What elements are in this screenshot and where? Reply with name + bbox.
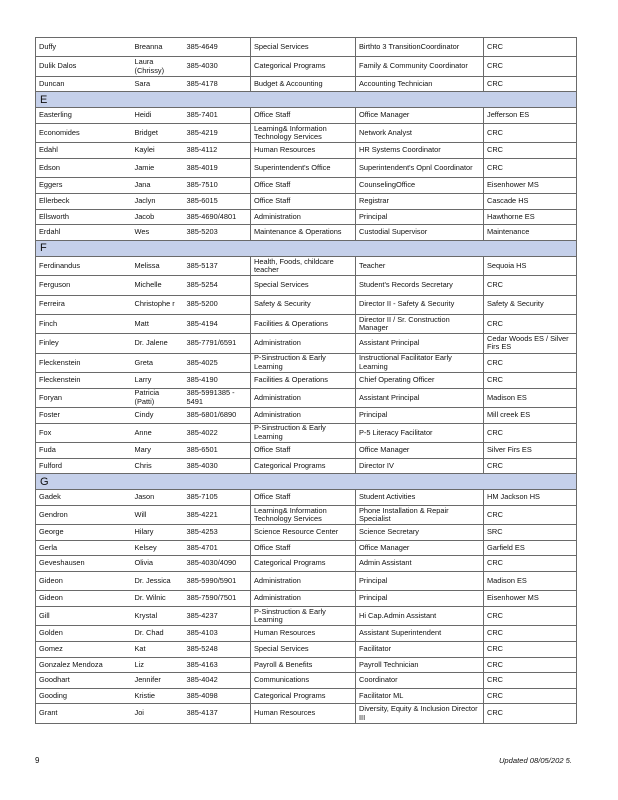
job-title-cell: Custodial Supervisor [356, 225, 484, 241]
staff-row [36, 571, 577, 590]
department-cell: P-Sinstruction & Early Learning [251, 423, 356, 442]
location-cell: CRC [484, 143, 577, 159]
job-title-cell: Admin Assistant [356, 556, 484, 572]
department-cell: Learning& Information Technology Services [251, 123, 356, 142]
job-title-cell: Principal [356, 209, 484, 225]
department-cell: Special Services [251, 38, 356, 57]
section-letter: F [36, 240, 577, 256]
department-cell: Categorical Programs [251, 458, 356, 474]
job-title-cell: Diversity, Equity & Inclusion Director III [356, 704, 484, 723]
department-cell: Administration [251, 408, 356, 424]
first-name-cell: Breanna [132, 38, 184, 57]
job-title-cell: Office Manager [356, 108, 484, 124]
job-title-cell: Facilitator ML [356, 688, 484, 704]
first-name-cell: Dr. Chad [132, 626, 184, 642]
department-cell: P-Sinstruction & Early Learning [251, 353, 356, 372]
last-name-cell: Edahl [36, 143, 132, 159]
first-name-cell: Krystal [132, 606, 184, 625]
phone-cell: 385-4025 [184, 353, 251, 372]
last-name-cell: Edson [36, 158, 132, 177]
first-name-cell: Jana [132, 178, 184, 194]
department-cell: Office Staff [251, 108, 356, 124]
location-cell: Sequoia HS [484, 256, 577, 275]
job-title-cell: HR Systems Coordinator [356, 143, 484, 159]
job-title-cell: Office Manager [356, 443, 484, 459]
phone-cell: 385-4178 [184, 76, 251, 92]
job-title-cell: Director IV [356, 458, 484, 474]
first-name-cell: Dr. Jessica [132, 571, 184, 590]
department-cell: Budget & Accounting [251, 76, 356, 92]
department-cell: Special Services [251, 641, 356, 657]
last-name-cell: Gomez [36, 641, 132, 657]
department-cell: Learning& Information Technology Services [251, 505, 356, 524]
department-cell: Health, Foods, childcare teacher [251, 256, 356, 275]
department-cell: Office Staff [251, 178, 356, 194]
location-cell: CRC [484, 276, 577, 295]
last-name-cell: Eggers [36, 178, 132, 194]
staff-row [36, 178, 577, 194]
first-name-cell: Matt [132, 314, 184, 333]
staff-row [36, 591, 577, 607]
location-cell: Garfield ES [484, 540, 577, 556]
first-name-cell: Mary [132, 443, 184, 459]
department-cell: Office Staff [251, 540, 356, 556]
location-cell: CRC [484, 314, 577, 333]
department-cell: Administration [251, 334, 356, 353]
phone-cell: 385-5137 [184, 256, 251, 275]
department-cell: Administration [251, 571, 356, 590]
phone-cell: 385-7401 [184, 108, 251, 124]
phone-cell: 385-5200 [184, 295, 251, 314]
first-name-cell: Jamie [132, 158, 184, 177]
job-title-cell: Teacher [356, 256, 484, 275]
phone-cell: 385-7105 [184, 490, 251, 506]
first-name-cell: Liz [132, 657, 184, 673]
phone-cell: 385-5990/5901 [184, 571, 251, 590]
phone-cell: 385-5991385 - 5491 [184, 388, 251, 407]
location-cell: CRC [484, 38, 577, 57]
location-cell: Safety & Security [484, 295, 577, 314]
staff-row [36, 525, 577, 541]
staff-row [36, 704, 577, 723]
department-cell: Categorical Programs [251, 57, 356, 76]
department-cell: Safety & Security [251, 295, 356, 314]
last-name-cell: Gerla [36, 540, 132, 556]
phone-cell: 385-4253 [184, 525, 251, 541]
first-name-cell: Patricia (Patti) [132, 388, 184, 407]
first-name-cell: Dr. Wilnic [132, 591, 184, 607]
job-title-cell: Accounting Technician [356, 76, 484, 92]
department-cell: Human Resources [251, 704, 356, 723]
job-title-cell: Science Secretary [356, 525, 484, 541]
staff-row [36, 626, 577, 642]
last-name-cell: Gill [36, 606, 132, 625]
job-title-cell: Coordinator [356, 673, 484, 689]
staff-row [36, 388, 577, 407]
updated-date: Updated 08/05/202 5. [498, 756, 572, 765]
phone-cell: 385-4030 [184, 458, 251, 474]
last-name-cell: Goodhart [36, 673, 132, 689]
job-title-cell: Assistant Principal [356, 334, 484, 353]
department-cell: Maintenance & Operations [251, 225, 356, 241]
phone-cell: 385-4022 [184, 423, 251, 442]
phone-cell: 385-4221 [184, 505, 251, 524]
location-cell: Cedar Woods ES / Silver Firs ES [484, 334, 577, 353]
staff-row [36, 556, 577, 572]
staff-row [36, 108, 577, 124]
phone-cell: 385-4163 [184, 657, 251, 673]
department-cell: Office Staff [251, 193, 356, 209]
location-cell: CRC [484, 76, 577, 92]
location-cell: CRC [484, 123, 577, 142]
location-cell: CRC [484, 353, 577, 372]
location-cell: Eisenhower MS [484, 591, 577, 607]
staff-row [36, 314, 577, 333]
staff-row [36, 408, 577, 424]
last-name-cell: Fleckenstein [36, 373, 132, 389]
job-title-cell: Payroll Technician [356, 657, 484, 673]
staff-row [36, 443, 577, 459]
job-title-cell: CounselingOffice [356, 178, 484, 194]
location-cell: CRC [484, 704, 577, 723]
first-name-cell: Cindy [132, 408, 184, 424]
staff-row [36, 606, 577, 625]
phone-cell: 385-4194 [184, 314, 251, 333]
phone-cell: 385-7590/7501 [184, 591, 251, 607]
staff-row [36, 123, 577, 142]
first-name-cell: Kristie [132, 688, 184, 704]
phone-cell: 385-4190 [184, 373, 251, 389]
location-cell: CRC [484, 158, 577, 177]
first-name-cell: Will [132, 505, 184, 524]
department-cell: Superintendent's Office [251, 158, 356, 177]
department-cell: P-Sinstruction & Early Learning [251, 606, 356, 625]
phone-cell: 385-4649 [184, 38, 251, 57]
first-name-cell: Joi [132, 704, 184, 723]
phone-cell: 385-7791/6591 [184, 334, 251, 353]
staff-row [36, 334, 577, 353]
last-name-cell: Gonzalez Mendoza [36, 657, 132, 673]
last-name-cell: Golden [36, 626, 132, 642]
phone-cell: 385-7510 [184, 178, 251, 194]
staff-row [36, 295, 577, 314]
staff-row [36, 373, 577, 389]
phone-cell: 385-4690/4801 [184, 209, 251, 225]
job-title-cell: Student's Records Secretary [356, 276, 484, 295]
last-name-cell: Fuda [36, 443, 132, 459]
first-name-cell: Jason [132, 490, 184, 506]
location-cell: HM Jackson HS [484, 490, 577, 506]
last-name-cell: Geveshausen [36, 556, 132, 572]
job-title-cell: Superintendent's Opnl Coordinator [356, 158, 484, 177]
staff-row [36, 688, 577, 704]
location-cell: Madison ES [484, 388, 577, 407]
section-letter: G [36, 474, 577, 490]
first-name-cell: Greta [132, 353, 184, 372]
first-name-cell: Bridget [132, 123, 184, 142]
last-name-cell: Ferguson [36, 276, 132, 295]
first-name-cell: Chris [132, 458, 184, 474]
first-name-cell: Jaclyn [132, 193, 184, 209]
staff-row [36, 458, 577, 474]
location-cell: Cascade HS [484, 193, 577, 209]
job-title-cell: Registrar [356, 193, 484, 209]
first-name-cell: Kat [132, 641, 184, 657]
first-name-cell: Anne [132, 423, 184, 442]
location-cell: Mill creek ES [484, 408, 577, 424]
department-cell: Science Resource Center [251, 525, 356, 541]
phone-cell: 385-4219 [184, 123, 251, 142]
last-name-cell: George [36, 525, 132, 541]
location-cell: CRC [484, 423, 577, 442]
job-title-cell: Assistant Principal [356, 388, 484, 407]
location-cell: CRC [484, 57, 577, 76]
first-name-cell: Dr. Jalene [132, 334, 184, 353]
department-cell: Administration [251, 591, 356, 607]
last-name-cell: Finley [36, 334, 132, 353]
last-name-cell: Gooding [36, 688, 132, 704]
department-cell: Communications [251, 673, 356, 689]
first-name-cell: Jacob [132, 209, 184, 225]
last-name-cell: Gadek [36, 490, 132, 506]
last-name-cell: Duncan [36, 76, 132, 92]
first-name-cell: Kelsey [132, 540, 184, 556]
staff-row [36, 276, 577, 295]
phone-cell: 385-6501 [184, 443, 251, 459]
location-cell: CRC [484, 373, 577, 389]
job-title-cell: Principal [356, 591, 484, 607]
first-name-cell: Melissa [132, 256, 184, 275]
first-name-cell: Michelle [132, 276, 184, 295]
location-cell: CRC [484, 606, 577, 625]
last-name-cell: Gendron [36, 505, 132, 524]
first-name-cell: Kaylei [132, 143, 184, 159]
last-name-cell: Ferreira [36, 295, 132, 314]
last-name-cell: Ellerbeck [36, 193, 132, 209]
phone-cell: 385-4098 [184, 688, 251, 704]
job-title-cell: Office Manager [356, 540, 484, 556]
page-number: 9 [35, 756, 40, 765]
staff-row [36, 353, 577, 372]
first-name-cell: Christophe r [132, 295, 184, 314]
staff-row [36, 225, 577, 241]
staff-row [36, 158, 577, 177]
last-name-cell: Fox [36, 423, 132, 442]
last-name-cell: Easterling [36, 108, 132, 124]
job-title-cell: Assistant Superintendent [356, 626, 484, 642]
staff-row [36, 143, 577, 159]
department-cell: Human Resources [251, 143, 356, 159]
phone-cell: 385-4019 [184, 158, 251, 177]
job-title-cell: Network Analyst [356, 123, 484, 142]
job-title-cell: Director II - Safety & Security [356, 295, 484, 314]
location-cell: CRC [484, 626, 577, 642]
last-name-cell: Gideon [36, 571, 132, 590]
department-cell: Office Staff [251, 490, 356, 506]
location-cell: Eisenhower MS [484, 178, 577, 194]
last-name-cell: Foryan [36, 388, 132, 407]
staff-row [36, 38, 577, 57]
phone-cell: 385-4030/4090 [184, 556, 251, 572]
last-name-cell: Foster [36, 408, 132, 424]
phone-cell: 385-4042 [184, 673, 251, 689]
job-title-cell: Director II / Sr. Construction Manager [356, 314, 484, 333]
phone-cell: 385-4030 [184, 57, 251, 76]
phone-cell: 385-6015 [184, 193, 251, 209]
location-cell: Hawthorne ES [484, 209, 577, 225]
location-cell: Madison ES [484, 571, 577, 590]
staff-directory-table [35, 37, 577, 724]
staff-row [36, 57, 577, 76]
phone-cell: 385-5203 [184, 225, 251, 241]
job-title-cell: Chief Operating Officer [356, 373, 484, 389]
staff-row [36, 673, 577, 689]
location-cell: CRC [484, 556, 577, 572]
job-title-cell: Principal [356, 408, 484, 424]
staff-row [36, 423, 577, 442]
department-cell: Payroll & Benefits [251, 657, 356, 673]
staff-row [36, 540, 577, 556]
department-cell: Categorical Programs [251, 688, 356, 704]
department-cell: Facilities & Operations [251, 314, 356, 333]
staff-row [36, 641, 577, 657]
last-name-cell: Fleckenstein [36, 353, 132, 372]
department-cell: Special Services [251, 276, 356, 295]
last-name-cell: Dulik Dalos [36, 57, 132, 76]
location-cell: CRC [484, 458, 577, 474]
section-header-row [36, 474, 577, 490]
job-title-cell: P-5 Literacy Facilitator [356, 423, 484, 442]
staff-row [36, 209, 577, 225]
job-title-cell: Birthto 3 TransitionCoordinator [356, 38, 484, 57]
location-cell: Maintenance [484, 225, 577, 241]
location-cell: CRC [484, 673, 577, 689]
staff-row [36, 76, 577, 92]
job-title-cell: Principal [356, 571, 484, 590]
last-name-cell: Ellsworth [36, 209, 132, 225]
location-cell: CRC [484, 641, 577, 657]
first-name-cell: Hilary [132, 525, 184, 541]
job-title-cell: Student Activities [356, 490, 484, 506]
location-cell: Jefferson ES [484, 108, 577, 124]
first-name-cell: Sara [132, 76, 184, 92]
first-name-cell: Wes [132, 225, 184, 241]
location-cell: CRC [484, 688, 577, 704]
staff-row [36, 256, 577, 275]
phone-cell: 385-5254 [184, 276, 251, 295]
phone-cell: 385-6801/6890 [184, 408, 251, 424]
last-name-cell: Economides [36, 123, 132, 142]
last-name-cell: Erdahl [36, 225, 132, 241]
phone-cell: 385-4112 [184, 143, 251, 159]
phone-cell: 385-4237 [184, 606, 251, 625]
section-header-row [36, 240, 577, 256]
staff-row [36, 193, 577, 209]
department-cell: Human Resources [251, 626, 356, 642]
first-name-cell: Jennifer [132, 673, 184, 689]
phone-cell: 385-5248 [184, 641, 251, 657]
last-name-cell: Duffy [36, 38, 132, 57]
section-header-row [36, 92, 577, 108]
last-name-cell: Gideon [36, 591, 132, 607]
staff-row [36, 490, 577, 506]
last-name-cell: Ferdinandus [36, 256, 132, 275]
phone-cell: 385-4701 [184, 540, 251, 556]
department-cell: Administration [251, 388, 356, 407]
staff-row [36, 657, 577, 673]
job-title-cell: Phone Installation & Repair Specialist [356, 505, 484, 524]
job-title-cell: Instructional Facilitator Early Learning [356, 353, 484, 372]
section-letter: E [36, 92, 577, 108]
phone-cell: 385-4137 [184, 704, 251, 723]
last-name-cell: Finch [36, 314, 132, 333]
location-cell: Silver Firs ES [484, 443, 577, 459]
department-cell: Facilities & Operations [251, 373, 356, 389]
department-cell: Categorical Programs [251, 556, 356, 572]
last-name-cell: Fulford [36, 458, 132, 474]
department-cell: Office Staff [251, 443, 356, 459]
first-name-cell: Olivia [132, 556, 184, 572]
first-name-cell: Larry [132, 373, 184, 389]
staff-row [36, 505, 577, 524]
phone-cell: 385-4103 [184, 626, 251, 642]
location-cell: CRC [484, 505, 577, 524]
job-title-cell: Hi Cap.Admin Assistant [356, 606, 484, 625]
location-cell: SRC [484, 525, 577, 541]
department-cell: Administration [251, 209, 356, 225]
first-name-cell: Heidi [132, 108, 184, 124]
last-name-cell: Grant [36, 704, 132, 723]
first-name-cell: Laura (Chrissy) [132, 57, 184, 76]
job-title-cell: Facilitator [356, 641, 484, 657]
location-cell: CRC [484, 657, 577, 673]
job-title-cell: Family & Community Coordinator [356, 57, 484, 76]
